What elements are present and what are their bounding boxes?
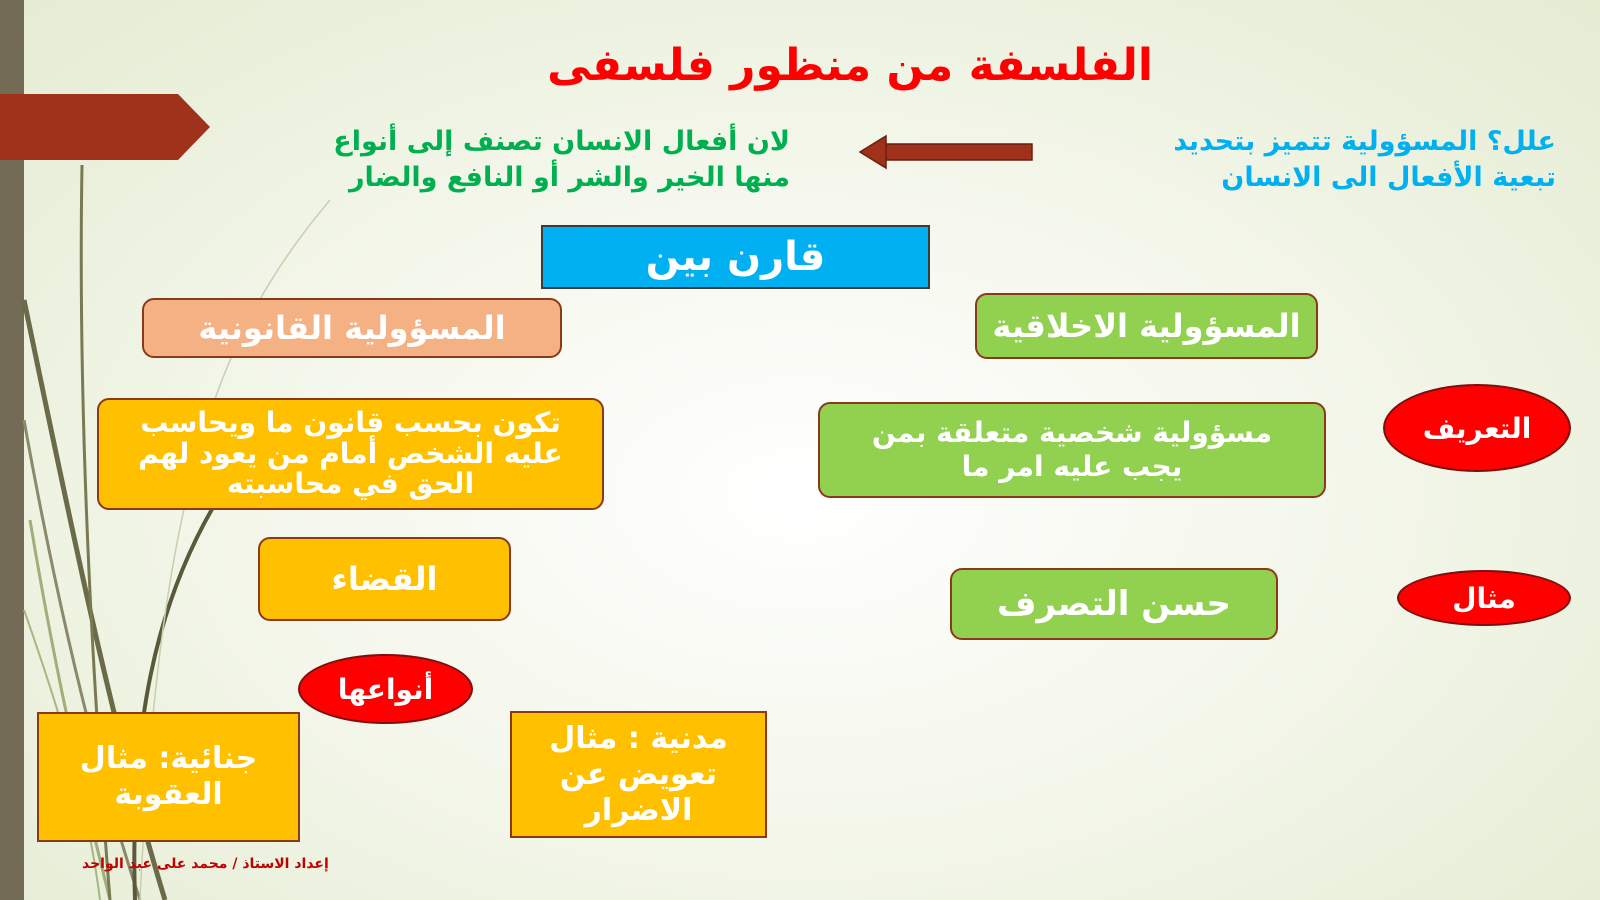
question-text — [1116, 124, 1556, 197]
legal-definition-box: تكون بحسب قانون ما ويحاسب عليه الشخص أمام من يعود لهم الحق في محاسبته — [97, 398, 604, 510]
answer-line-2: منها الخير والشر أو النافع والضار — [349, 162, 790, 194]
civil-type-box: مدنية : مثال تعويض عن الاضرار — [510, 711, 767, 838]
moral-responsibility-heading: المسؤولية الاخلاقية — [975, 293, 1318, 359]
criminal-type-box: جنائية: مثال العقوبة — [37, 712, 300, 842]
left-arrow-icon — [858, 132, 1034, 172]
question-line-2: تبعية الأفعال الى الانسان — [1221, 162, 1556, 194]
title-banner — [0, 94, 210, 160]
example-label: مثال — [1397, 570, 1571, 626]
page-title: الفلسفة من منظور فلسفى — [547, 40, 1153, 91]
legal-example-box: القضاء — [258, 537, 511, 621]
types-label: أنواعها — [298, 654, 473, 724]
definition-label: التعريف — [1383, 384, 1571, 472]
moral-example-box: حسن التصرف — [950, 568, 1278, 640]
author-credit: إعداد الاستاذ / محمد على عبد الواحد — [82, 856, 329, 872]
moral-definition-box: مسؤولية شخصية متعلقة بمن يجب عليه امر ما — [818, 402, 1326, 498]
compare-heading: قارن بين — [541, 225, 930, 289]
legal-responsibility-heading: المسؤولية القانونية — [142, 298, 562, 358]
question-line-1: علل؟ المسؤولية تتميز بتحديد — [1173, 126, 1556, 157]
answer-text — [300, 124, 790, 197]
answer-line-1: لان أفعال الانسان تصنف إلى أنواع — [333, 126, 790, 157]
